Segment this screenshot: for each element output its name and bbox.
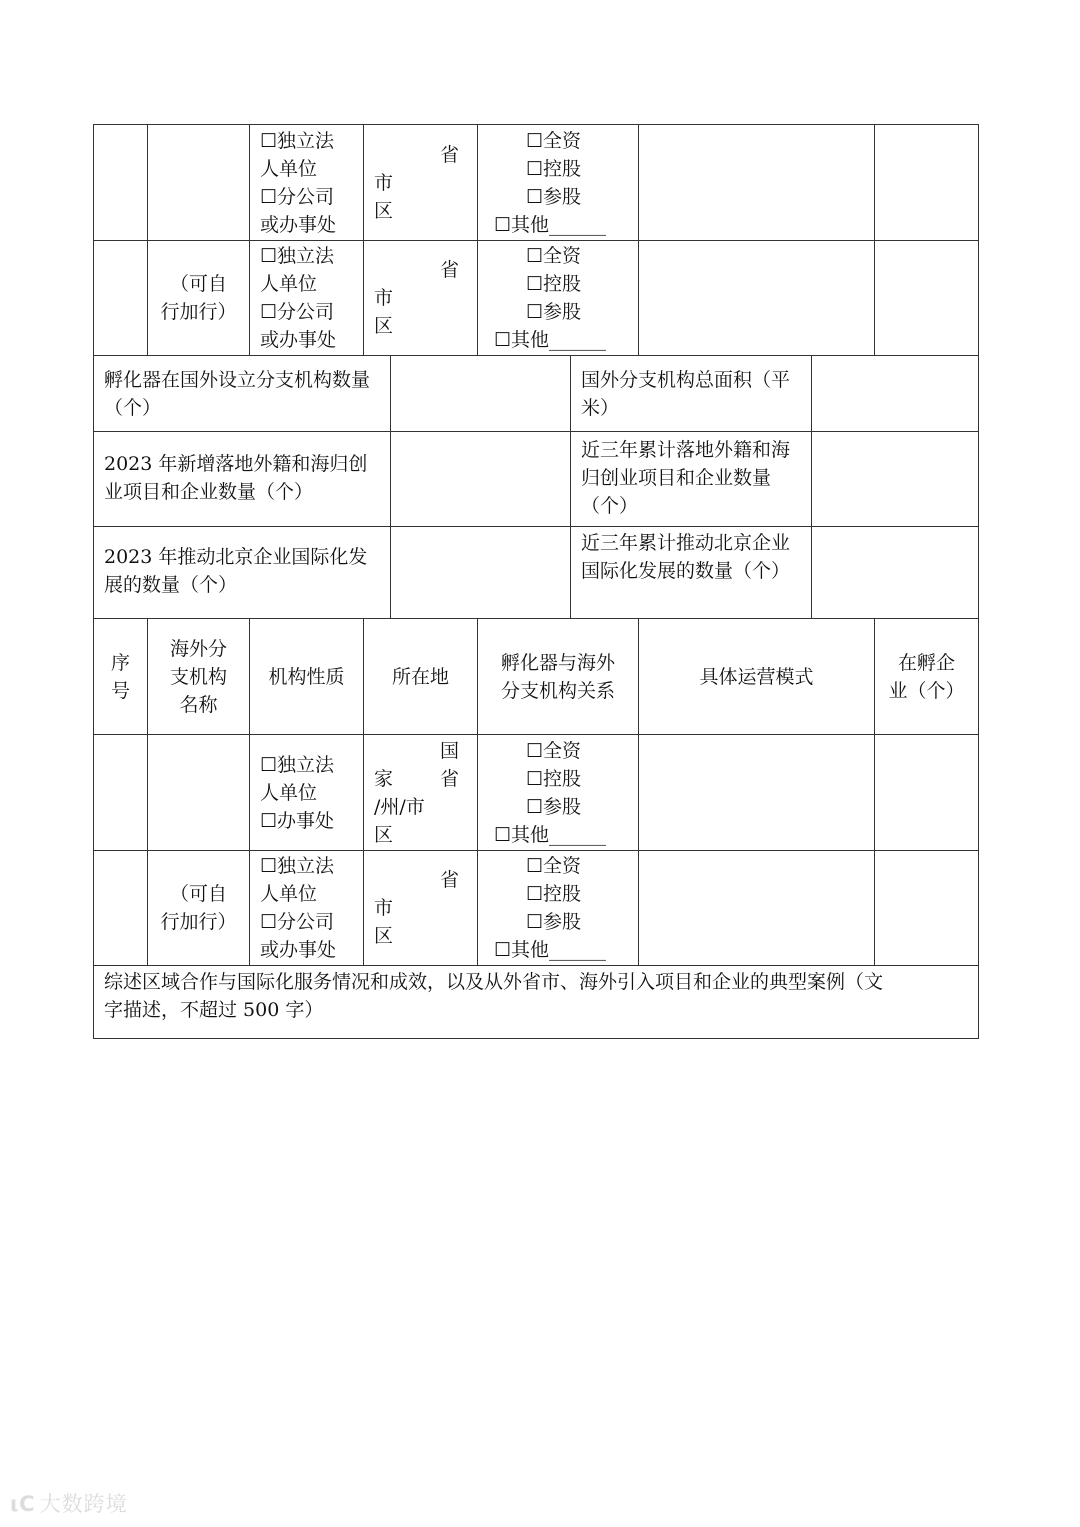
watermark-logo-icon: ιC <box>10 1492 36 1516</box>
branch-row2-nature-cell <box>250 241 364 356</box>
nature-option-text: 人单位 <box>260 158 318 180</box>
summary2-label-left: 2023 年新增落地外籍和海归创业项目和企业数量（个） <box>94 432 391 527</box>
nature-option-text: 人单位 <box>260 883 318 905</box>
header-location: 所在地 <box>364 619 478 735</box>
nature-option-independent[interactable]: ☐独立法 <box>260 855 335 877</box>
overseas-row2-relation-cell <box>478 851 639 966</box>
overseas-row2-count-cell[interactable] <box>875 851 979 966</box>
branch-row1-name-cell[interactable] <box>148 125 250 241</box>
header-count <box>875 619 979 735</box>
summary3-value-left[interactable] <box>391 527 571 619</box>
nature-option-office[interactable]: ☐办事处 <box>260 810 335 832</box>
state-city-label: /州/市 <box>374 796 425 818</box>
nature-option-independent[interactable]: ☐独立法 <box>260 245 335 267</box>
district-label: 区 <box>374 824 394 846</box>
relation-option-wholly-owned[interactable]: ☐全资 <box>526 740 582 762</box>
watermark-text: 大数跨境 <box>39 1492 128 1516</box>
overseas-row1-location-cell[interactable] <box>364 735 478 851</box>
summary1-value-right[interactable] <box>812 356 979 432</box>
district-label: 区 <box>374 200 394 222</box>
province-label: 省 <box>439 869 459 891</box>
overseas-row1-relation-cell <box>478 735 639 851</box>
overseas-row2-mode-cell[interactable] <box>639 851 875 966</box>
summary2-value-left[interactable] <box>391 432 571 527</box>
country-label: 家 <box>374 768 394 790</box>
nature-option-text: 人单位 <box>260 273 318 295</box>
branch-row2-name-cell[interactable] <box>148 241 250 356</box>
header-name-text: 支机构 <box>169 665 227 688</box>
branch-row2-seq-cell[interactable] <box>94 241 148 356</box>
overseas-row2-name-cell[interactable] <box>148 851 250 966</box>
overseas-row1-seq-cell[interactable] <box>94 735 148 851</box>
branch-row1-seq-cell[interactable] <box>94 125 148 241</box>
header-count-text: 在孵企 <box>897 651 955 674</box>
relation-option-other[interactable]: ☐其他______ <box>494 939 607 961</box>
nature-option-independent[interactable]: ☐独立法 <box>260 754 335 776</box>
header-name-text: 名称 <box>179 693 218 716</box>
narrative-prompt-line: 综述区域合作与国际化服务情况和成效，以及从外省市、海外引入项目和企业的典型案例（文 <box>104 971 884 993</box>
header-seq <box>94 619 148 735</box>
nature-option-independent[interactable]: ☐独立法 <box>260 130 335 152</box>
relation-option-controlling[interactable]: ☐控股 <box>526 273 582 295</box>
city-label: 市 <box>374 172 394 194</box>
branch-row1-nature-cell <box>250 125 364 241</box>
incubator-form-table <box>93 124 979 1039</box>
header-mode: 具体运营模式 <box>639 619 875 735</box>
header-relation-text: 孵化器与海外 <box>500 651 615 674</box>
relation-option-controlling[interactable]: ☐控股 <box>526 158 582 180</box>
province-label: 省 <box>439 144 459 166</box>
overseas-row2-seq-cell[interactable] <box>94 851 148 966</box>
nature-option-branch[interactable]: ☐分公司 <box>260 301 335 323</box>
district-label: 区 <box>374 315 394 337</box>
nature-option-text: 或办事处 <box>260 329 337 351</box>
relation-option-wholly-owned[interactable]: ☐全资 <box>526 130 582 152</box>
summary3-label-right: 近三年累计推动北京企业国际化发展的数量（个） <box>571 527 812 619</box>
country-label: 国 <box>439 740 459 762</box>
summary3-value-right[interactable] <box>812 527 979 619</box>
overseas-row1-nature-cell <box>250 735 364 851</box>
district-label: 区 <box>374 925 394 947</box>
header-relation <box>478 619 639 735</box>
add-row-hint: （可自 <box>169 273 227 295</box>
city-label: 市 <box>374 287 394 309</box>
summary2-label-right: 近三年累计落地外籍和海归创业项目和企业数量（个） <box>571 432 812 527</box>
overseas-row1-count-cell[interactable] <box>875 735 979 851</box>
header-name-text: 海外分 <box>169 637 227 660</box>
header-seq-text: 序 <box>110 651 130 674</box>
relation-option-wholly-owned[interactable]: ☐全资 <box>526 245 582 267</box>
summary1-label-left: 孵化器在国外设立分支机构数量（个） <box>94 356 391 432</box>
branch-row2-mode-cell[interactable] <box>639 241 875 356</box>
summary3-label-left: 2023 年推动北京企业国际化发展的数量（个） <box>94 527 391 619</box>
overseas-row1-name-cell[interactable] <box>148 735 250 851</box>
nature-option-text: 或办事处 <box>260 939 337 961</box>
summary2-value-right[interactable] <box>812 432 979 527</box>
add-row-hint: 行加行） <box>160 911 237 933</box>
narrative-cell[interactable] <box>94 966 979 1039</box>
nature-option-text: 或办事处 <box>260 214 337 236</box>
add-row-hint: （可自 <box>169 883 227 905</box>
relation-option-other[interactable]: ☐其他______ <box>494 824 607 846</box>
city-label: 市 <box>374 897 394 919</box>
header-seq-text: 号 <box>110 679 130 702</box>
relation-option-participating[interactable]: ☐参股 <box>526 796 582 818</box>
overseas-row2-location-cell[interactable] <box>364 851 478 966</box>
relation-option-participating[interactable]: ☐参股 <box>526 186 582 208</box>
branch-row2-relation-cell <box>478 241 639 356</box>
branch-row1-count-cell[interactable] <box>875 125 979 241</box>
add-row-hint: 行加行） <box>160 301 237 323</box>
relation-option-participating[interactable]: ☐参股 <box>526 301 582 323</box>
nature-option-text: 人单位 <box>260 782 318 804</box>
relation-option-other[interactable]: ☐其他______ <box>494 214 607 236</box>
relation-option-wholly-owned[interactable]: ☐全资 <box>526 855 582 877</box>
nature-option-branch[interactable]: ☐分公司 <box>260 911 335 933</box>
overseas-row1-mode-cell[interactable] <box>639 735 875 851</box>
header-relation-text: 分支机构关系 <box>500 679 615 702</box>
relation-option-controlling[interactable]: ☐控股 <box>526 883 582 905</box>
branch-row1-location-cell[interactable] <box>364 125 478 241</box>
summary1-value-left[interactable] <box>391 356 571 432</box>
branch-row2-location-cell[interactable] <box>364 241 478 356</box>
header-branch-name <box>148 619 250 735</box>
header-nature: 机构性质 <box>250 619 364 735</box>
relation-option-controlling[interactable]: ☐控股 <box>526 768 582 790</box>
watermark <box>10 1488 128 1518</box>
branch-row2-count-cell[interactable] <box>875 241 979 356</box>
relation-option-participating[interactable]: ☐参股 <box>526 911 582 933</box>
narrative-prompt-line: 字描述，不超过 500 字） <box>104 999 324 1021</box>
branch-row1-relation-cell <box>478 125 639 241</box>
summary1-label-right: 国外分支机构总面积（平米） <box>571 356 812 432</box>
overseas-row2-nature-cell <box>250 851 364 966</box>
province-label: 省 <box>439 768 459 790</box>
header-count-text: 业（个） <box>888 679 965 702</box>
relation-option-other[interactable]: ☐其他______ <box>494 329 607 351</box>
province-label: 省 <box>439 259 459 281</box>
branch-row1-mode-cell[interactable] <box>639 125 875 241</box>
nature-option-branch[interactable]: ☐分公司 <box>260 186 335 208</box>
